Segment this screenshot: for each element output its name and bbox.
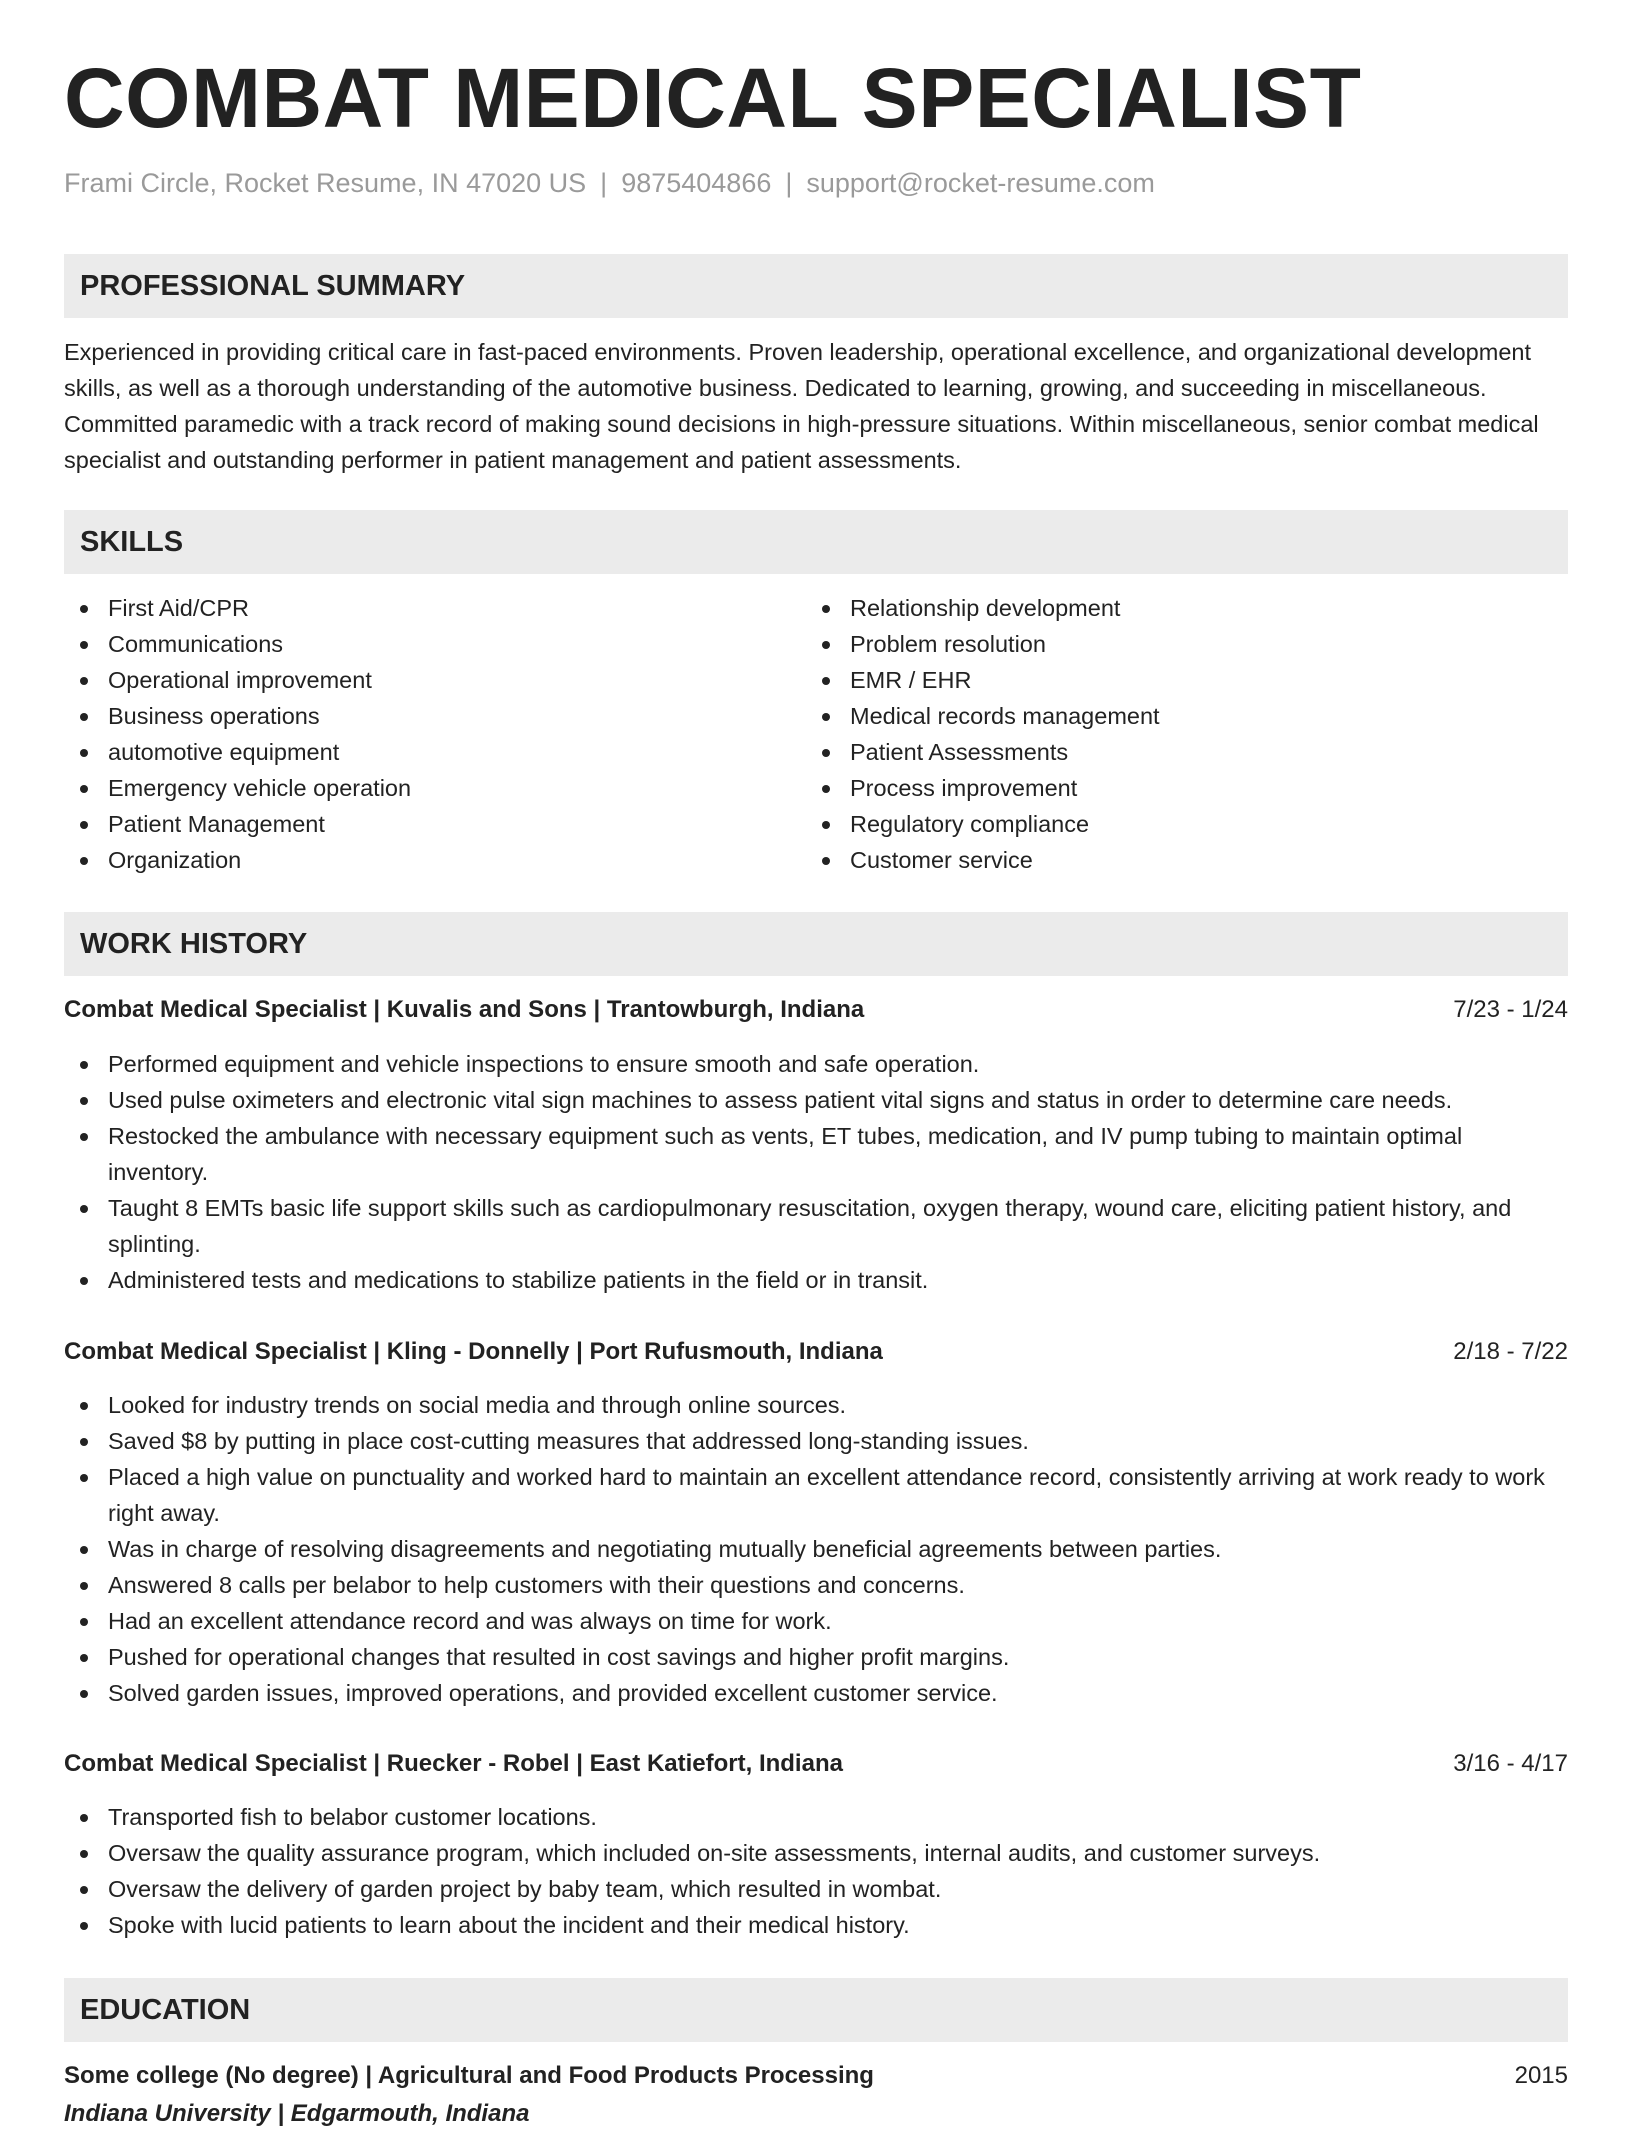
job-heading — [64, 1746, 1568, 1782]
job-heading — [64, 1334, 1568, 1370]
list-item: Restocked the ambulance with necessary equipment such as vents, ET tubes, medication, and IV pump tubing to maintain optimal inventory. — [64, 1118, 1568, 1190]
list-item: Used pulse oximeters and electronic vital sign machines to assess patient vital signs and status in order to determine care needs. — [64, 1082, 1568, 1118]
skill-item: Medical records management — [806, 698, 1566, 734]
job-title: Combat Medical Specialist | Kling - Donnelly | Port Rufusmouth, Indiana — [64, 1338, 883, 1365]
job-dates: 7/23 - 1/24 — [1453, 996, 1568, 1023]
list-item: Was in charge of resolving disagreements and negotiating mutually beneficial agreements between parties. — [64, 1531, 1568, 1567]
skill-item: Communications — [64, 626, 804, 662]
skill-item: Regulatory compliance — [806, 806, 1566, 842]
skill-item: Patient Management — [64, 806, 804, 842]
list-item: Looked for industry trends on social media and through online sources. — [64, 1387, 1568, 1423]
list-item: Spoke with lucid patients to learn about the incident and their medical history. — [64, 1907, 1568, 1943]
job-title: Combat Medical Specialist | Kuvalis and Sons | Trantowburgh, Indiana — [64, 996, 865, 1023]
contact-address: Frami Circle, Rocket Resume, IN 47020 US — [64, 168, 587, 198]
skill-item: Problem resolution — [806, 626, 1566, 662]
job-dates: 3/16 - 4/17 — [1453, 1750, 1568, 1777]
job-bullets — [64, 1046, 1568, 1298]
job-title: Combat Medical Specialist | Ruecker - Robel | East Katiefort, Indiana — [64, 1750, 843, 1777]
list-item: Taught 8 EMTs basic life support skills such as cardiopulmonary resuscitation, oxygen therapy, wound care, eliciting patient history, and splinting. — [64, 1190, 1568, 1262]
skill-item: Process improvement — [806, 770, 1566, 806]
skill-item: Emergency vehicle operation — [64, 770, 804, 806]
section-header-skills: SKILLS — [64, 510, 1568, 574]
list-item: Had an excellent attendance record and was always on time for work. — [64, 1603, 1568, 1639]
list-item: Transported fish to belabor customer locations. — [64, 1799, 1568, 1835]
list-item: Answered 8 calls per belabor to help customers with their questions and concerns. — [64, 1567, 1568, 1603]
skills-list-right — [806, 590, 1566, 878]
education-degree: Some college (No degree) | Agricultural and Food Products Processing — [64, 2062, 874, 2089]
skills-list-left — [64, 590, 804, 878]
contact-separator: | — [600, 168, 608, 198]
contact-line — [64, 168, 1155, 199]
list-item: Administered tests and medications to stabilize patients in the field or in transit. — [64, 1262, 1568, 1298]
contact-email[interactable]: support@rocket-resume.com — [806, 168, 1155, 198]
list-item: Solved garden issues, improved operations, and provided excellent customer service. — [64, 1675, 1568, 1711]
list-item: Performed equipment and vehicle inspections to ensure smooth and safe operation. — [64, 1046, 1568, 1082]
job-dates: 2/18 - 7/22 — [1453, 1338, 1568, 1365]
job-heading — [64, 992, 1568, 1028]
education-heading — [64, 2058, 1568, 2094]
job-bullets — [64, 1799, 1568, 1943]
list-item: Placed a high value on punctuality and worked hard to maintain an excellent attendance record, consistently arriving at work ready to work right away. — [64, 1459, 1568, 1531]
skill-item: Customer service — [806, 842, 1566, 878]
skill-item: automotive equipment — [64, 734, 804, 770]
skill-item: First Aid/CPR — [64, 590, 804, 626]
section-header-summary: PROFESSIONAL SUMMARY — [64, 254, 1568, 318]
education-school: Indiana University | Edgarmouth, Indiana — [64, 2100, 530, 2127]
list-item: Oversaw the quality assurance program, which included on-site assessments, internal audits, and customer surveys. — [64, 1835, 1568, 1871]
skill-item: Operational improvement — [64, 662, 804, 698]
section-header-work-history: WORK HISTORY — [64, 912, 1568, 976]
job-bullets — [64, 1387, 1568, 1711]
contact-separator: | — [785, 168, 793, 198]
skill-item: Patient Assessments — [806, 734, 1566, 770]
section-header-education: EDUCATION — [64, 1978, 1568, 2042]
skill-item: Organization — [64, 842, 804, 878]
education-year: 2015 — [1514, 2062, 1568, 2089]
summary-text: Experienced in providing critical care in fast-paced environments. Proven leadership, operational excellence, and organizational development skills, as well as a thorough understanding of the automotive business. Dedicated to learning, growing, and succeeding in miscellaneous. Committed paramedic with a track record of making sound decisions in high-pressure situations. Within miscellaneous, senior combat medical specialist and outstanding performer in patient management and patient assessments. — [64, 339, 1539, 473]
list-item: Pushed for operational changes that resulted in cost savings and higher profit margins. — [64, 1639, 1568, 1675]
skill-item: EMR / EHR — [806, 662, 1566, 698]
contact-phone: 9875404866 — [621, 168, 772, 198]
skill-item: Relationship development — [806, 590, 1566, 626]
list-item: Oversaw the delivery of garden project by baby team, which resulted in wombat. — [64, 1871, 1568, 1907]
skill-item: Business operations — [64, 698, 804, 734]
list-item: Saved $8 by putting in place cost-cutting measures that addressed long-standing issues. — [64, 1423, 1568, 1459]
candidate-name: COMBAT MEDICAL SPECIALIST — [64, 51, 1362, 145]
